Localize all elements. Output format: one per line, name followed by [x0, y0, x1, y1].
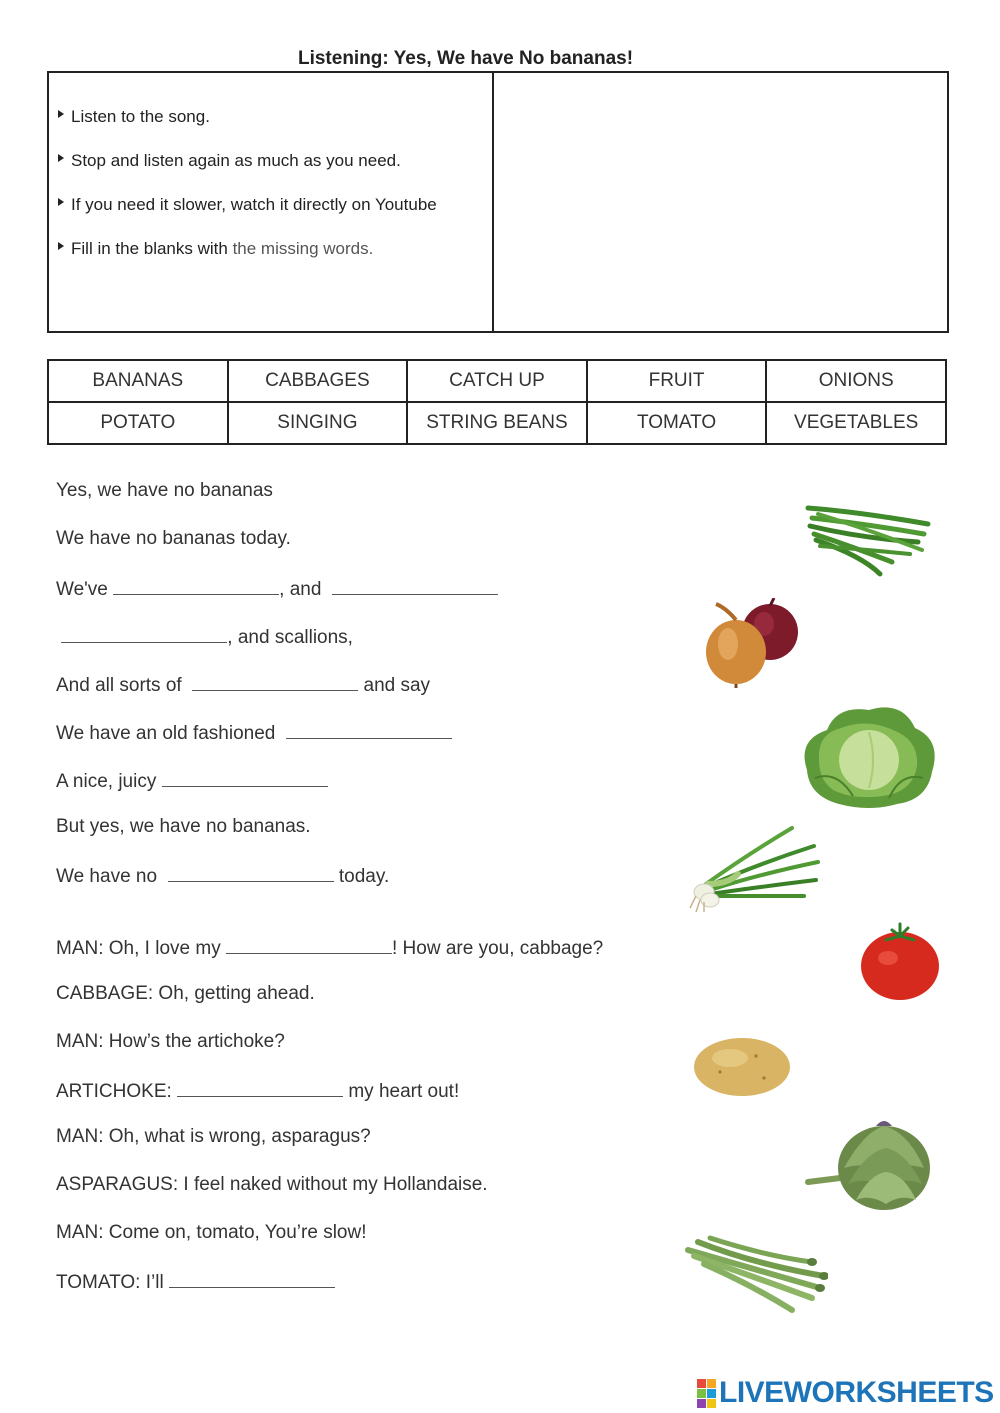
word-bank-cell: SINGING: [228, 402, 408, 444]
lyric-line: MAN: How’s the artichoke?: [56, 1031, 285, 1052]
answer-blank[interactable]: [168, 863, 334, 882]
answer-blank[interactable]: [332, 576, 498, 595]
word-bank-cell: TOMATO: [587, 402, 767, 444]
lyric-line: We have an old fashioned: [56, 720, 452, 745]
scallions-image: [688, 824, 824, 914]
lyric-line: And all sorts of and say: [56, 672, 430, 697]
answer-blank[interactable]: [177, 1078, 343, 1097]
lyric-line: , and scallions,: [56, 624, 353, 649]
lyric-line: MAN: Come on, tomato, You’re slow!: [56, 1222, 367, 1243]
triangle-bullet-icon: [58, 154, 64, 162]
lyric-line: We have no bananas today.: [56, 528, 291, 549]
lyric-line: ASPARAGUS: I feel naked without my Hollandaise.: [56, 1174, 488, 1195]
liveworksheets-logo: [697, 1376, 994, 1410]
worksheet-title: Listening: Yes, We have No bananas!: [297, 48, 634, 69]
lyric-line: A nice, juicy: [56, 768, 328, 793]
answer-blank[interactable]: [169, 1269, 335, 1288]
lyric-line: CABBAGE: Oh, getting ahead.: [56, 983, 315, 1004]
tomato-image: [858, 922, 942, 1002]
artichoke-image: [804, 1112, 936, 1217]
word-bank-row: [48, 360, 946, 402]
lyric-line: MAN: Oh, I love my ! How are you, cabbage?: [56, 935, 603, 960]
lyric-line: ARTICHOKE: my heart out!: [56, 1078, 459, 1103]
word-bank-cell: ONIONS: [766, 360, 946, 402]
lyric-line: We have no today.: [56, 863, 389, 888]
instructions-box: [47, 71, 949, 333]
answer-blank[interactable]: [192, 672, 358, 691]
word-bank-cell: CABBAGES: [228, 360, 408, 402]
word-bank-cell: POTATO: [48, 402, 228, 444]
instruction-item: Stop and listen again as much as you need.: [49, 151, 492, 195]
logo-mark-icon: [697, 1379, 716, 1408]
triangle-bullet-icon: [58, 242, 64, 250]
lyric-line: We've , and: [56, 576, 498, 601]
triangle-bullet-icon: [58, 110, 64, 118]
triangle-bullet-icon: [58, 198, 64, 206]
logo-text: LIVEWORKSHEETS: [719, 1376, 994, 1409]
word-bank-cell: STRING BEANS: [407, 402, 587, 444]
lyric-line: Yes, we have no bananas: [56, 480, 273, 501]
answer-blank[interactable]: [226, 935, 392, 954]
word-bank-cell: BANANAS: [48, 360, 228, 402]
instruction-item: Fill in the blanks with the missing words.: [49, 239, 492, 283]
word-bank-cell: CATCH UP: [407, 360, 587, 402]
onions-image: [688, 598, 808, 690]
video-player-area[interactable]: [494, 73, 947, 331]
answer-blank[interactable]: [61, 624, 227, 643]
word-bank-table: [47, 359, 947, 445]
asparagus-image: [684, 1226, 828, 1318]
cabbage-image: [797, 700, 942, 812]
instructions-list: [49, 73, 494, 331]
instruction-item: If you need it slower, watch it directly on Youtube: [49, 195, 492, 239]
word-bank-row: [48, 402, 946, 444]
word-bank-cell: FRUIT: [587, 360, 767, 402]
potato-image: [690, 1034, 794, 1100]
lyric-line: But yes, we have no bananas.: [56, 816, 311, 837]
lyric-line: MAN: Oh, what is wrong, asparagus?: [56, 1126, 371, 1147]
string-beans-image: [800, 490, 940, 585]
lyric-line: TOMATO: I’ll: [56, 1269, 335, 1294]
instruction-item: Listen to the song.: [49, 107, 492, 151]
word-bank-cell: VEGETABLES: [766, 402, 946, 444]
answer-blank[interactable]: [113, 576, 279, 595]
answer-blank[interactable]: [162, 768, 328, 787]
answer-blank[interactable]: [286, 720, 452, 739]
